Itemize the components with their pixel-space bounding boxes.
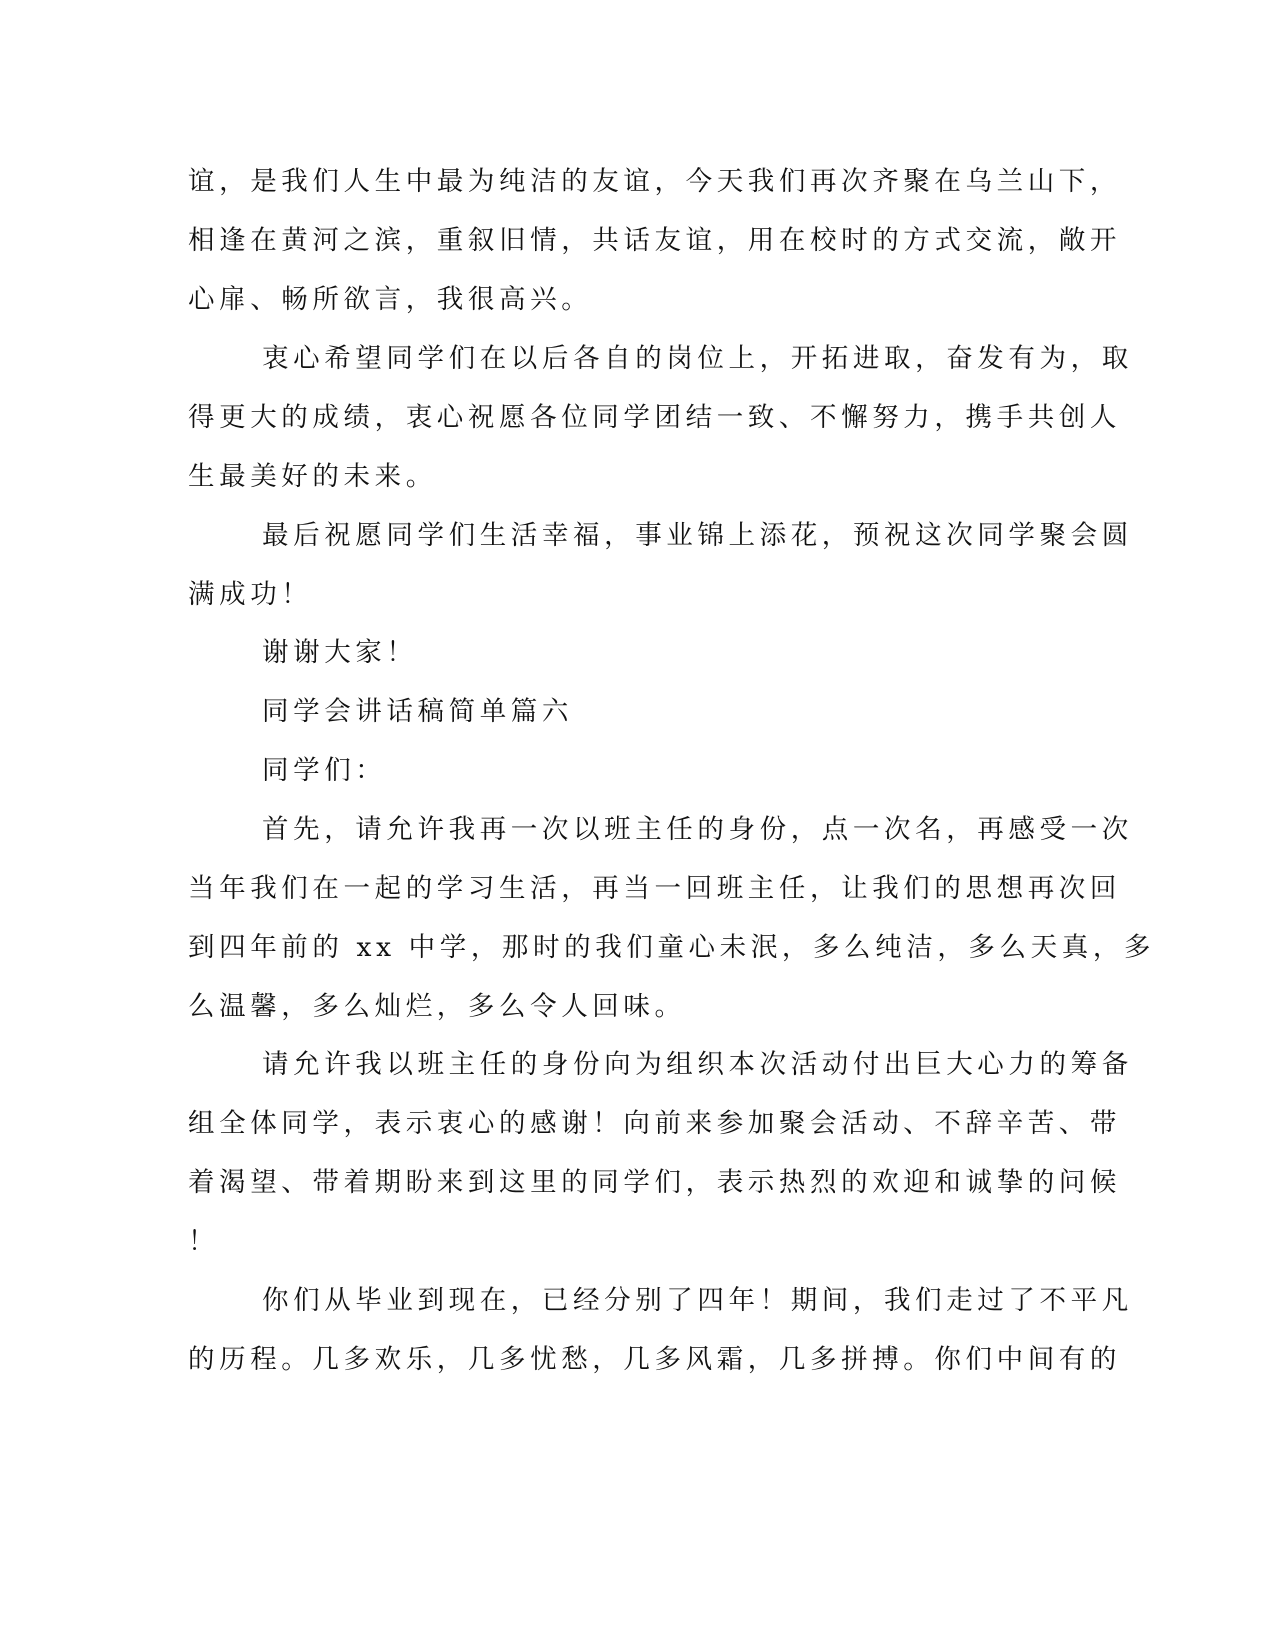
text-line: 请允许我以班主任的身份向为组织本次活动付出巨大心力的筹备 [262,1049,1133,1080]
text-line: 到四年前的 xx 中学，那时的我们童心未泯，多么纯洁，多么天真，多 [188,932,1156,963]
text-line: 组全体同学，表示衷心的感谢！向前来参加聚会活动、不辞辛苦、带 [188,1108,1121,1139]
text-line: 最后祝愿同学们生活幸福，事业锦上添花，预祝这次同学聚会圆 [262,520,1133,551]
text-line: 谊，是我们人生中最为纯洁的友谊，今天我们再次齐聚在乌兰山下， [188,166,1121,197]
text-line: 当年我们在一起的学习生活，再当一回班主任，让我们的思想再次回 [188,873,1121,904]
text-line: 么温馨，多么灿烂，多么令人回味。 [188,991,686,1022]
text-line: 谢谢大家！ [262,637,418,668]
text-line: 的历程。几多欢乐，几多忧愁，几多风霜，几多拼搏。你们中间有的 [188,1344,1121,1375]
text-line: 你们从毕业到现在，已经分别了四年！期间，我们走过了不平凡 [262,1285,1133,1316]
text-line: 首先，请允许我再一次以班主任的身份，点一次名，再感受一次 [262,814,1133,845]
text-line: 心扉、畅所欲言，我很高兴。 [188,284,593,315]
text-line: 衷心希望同学们在以后各自的岗位上，开拓进取，奋发有为，取 [262,343,1133,374]
text-line: 着渴望、带着期盼来到这里的同学们，表示热烈的欢迎和诚挚的问候 [188,1167,1121,1198]
text-line: 满成功！ [188,579,313,610]
text-line: ！ [188,1226,220,1257]
text-line: 生最美好的未来。 [188,461,437,492]
text-line: 得更大的成绩，衷心祝愿各位同学团结一致、不懈努力，携手共创人 [188,402,1121,433]
text-line: 相逢在黄河之滨，重叙旧情，共话友谊，用在校时的方式交流，敞开 [188,225,1121,256]
section-heading: 同学会讲话稿简单篇六 [262,696,573,727]
salutation: 同学们： [262,755,387,786]
